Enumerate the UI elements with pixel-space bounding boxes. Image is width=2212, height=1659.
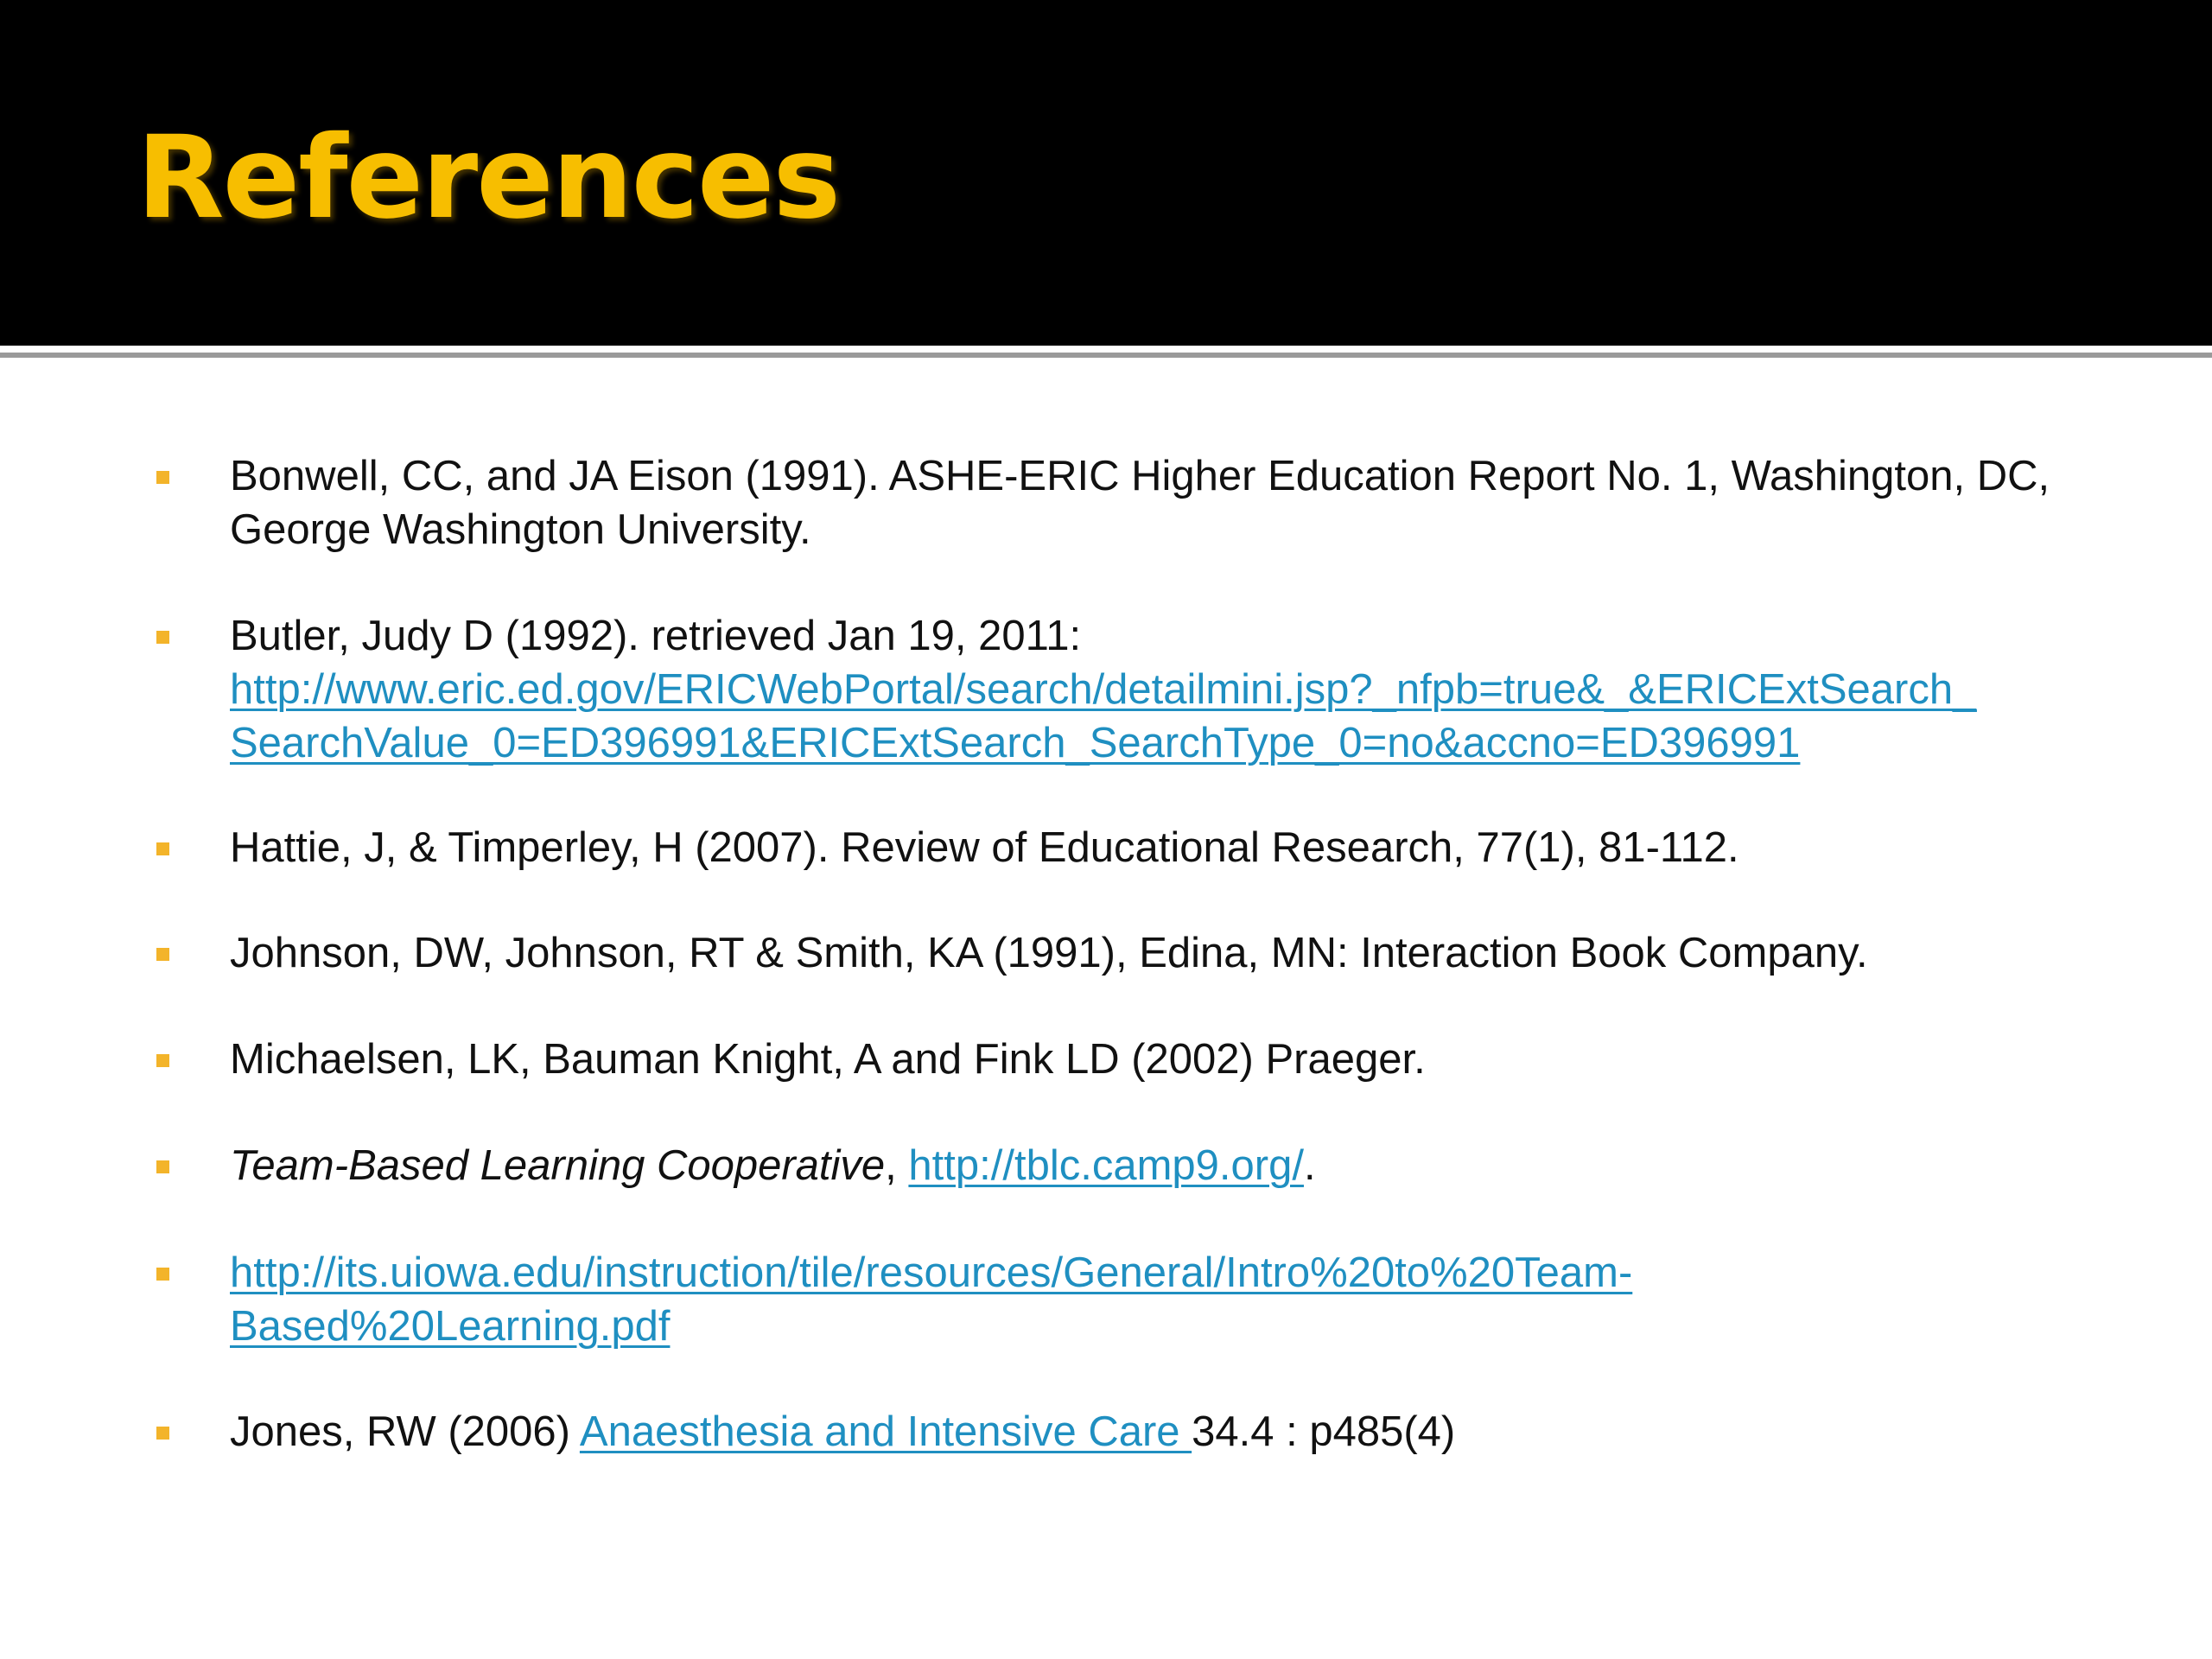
reference-prefix: Jones, RW (2006) xyxy=(230,1408,580,1455)
bullet-icon xyxy=(156,1427,169,1440)
reference-italic-title: Team-Based Learning Cooperative xyxy=(230,1142,886,1189)
reference-text: Hattie, J, & Timperley, H (2007). Review of Educational Research, 77(1), 81-112. xyxy=(230,824,1739,871)
reference-bonwell xyxy=(230,449,2131,556)
reference-trailing: . xyxy=(1303,1142,1316,1189)
reference-text-line-1: Bonwell, CC, and JA Eison (1991). ASHE-ERIC Higher Education Report No. 1, Washington, DC, xyxy=(230,453,2050,499)
reference-text-line-2: George Washington University. xyxy=(230,506,811,553)
reference-uiowa xyxy=(230,1246,2131,1353)
bullet-icon xyxy=(156,631,169,644)
reference-separator: , xyxy=(885,1142,909,1189)
bullet-icon xyxy=(156,842,169,855)
bullet-icon xyxy=(156,1268,169,1281)
reference-text: Butler, Judy D (1992). retrieved Jan 19, 2011: xyxy=(230,613,1082,659)
reference-butler xyxy=(230,609,2131,770)
uiowa-url-link-part-2[interactable]: Based%20Learning.pdf xyxy=(230,1303,671,1350)
journal-link[interactable]: Anaesthesia and Intensive Care xyxy=(579,1408,1192,1455)
reference-tblc xyxy=(230,1139,2131,1192)
eric-url-link-part-2[interactable]: SearchValue_0=ED396991&ERICExtSearch_SearchType_0=no&accno=ED396991 xyxy=(230,720,1801,766)
reference-hattie xyxy=(230,821,2131,874)
tblc-url-link[interactable]: http://tblc.camp9.org/ xyxy=(908,1142,1304,1189)
bullet-icon xyxy=(156,1054,169,1067)
reference-suffix: 34.4 : p485(4) xyxy=(1192,1408,1456,1455)
bullet-icon xyxy=(156,948,169,961)
bullet-icon xyxy=(156,471,169,484)
reference-jones xyxy=(230,1405,2131,1459)
bullet-icon xyxy=(156,1160,169,1173)
reference-text: Johnson, DW, Johnson, RT & Smith, KA (1991), Edina, MN: Interaction Book Company. xyxy=(230,930,1868,976)
reference-text: Michaelsen, LK, Bauman Knight, A and Fink LD (2002) Praeger. xyxy=(230,1036,1426,1083)
slide-title: References xyxy=(137,111,840,245)
reference-michaelsen xyxy=(230,1033,2131,1086)
eric-url-link-part-1[interactable]: http://www.eric.ed.gov/ERICWebPortal/search/detailmini.jsp?_nfpb=true&_&ERICExtSearch_ xyxy=(230,666,1977,713)
reference-johnson xyxy=(230,926,2131,980)
uiowa-url-link-part-1[interactable]: http://its.uiowa.edu/instruction/tile/resources/General/Intro%20to%20Team- xyxy=(230,1249,1633,1296)
